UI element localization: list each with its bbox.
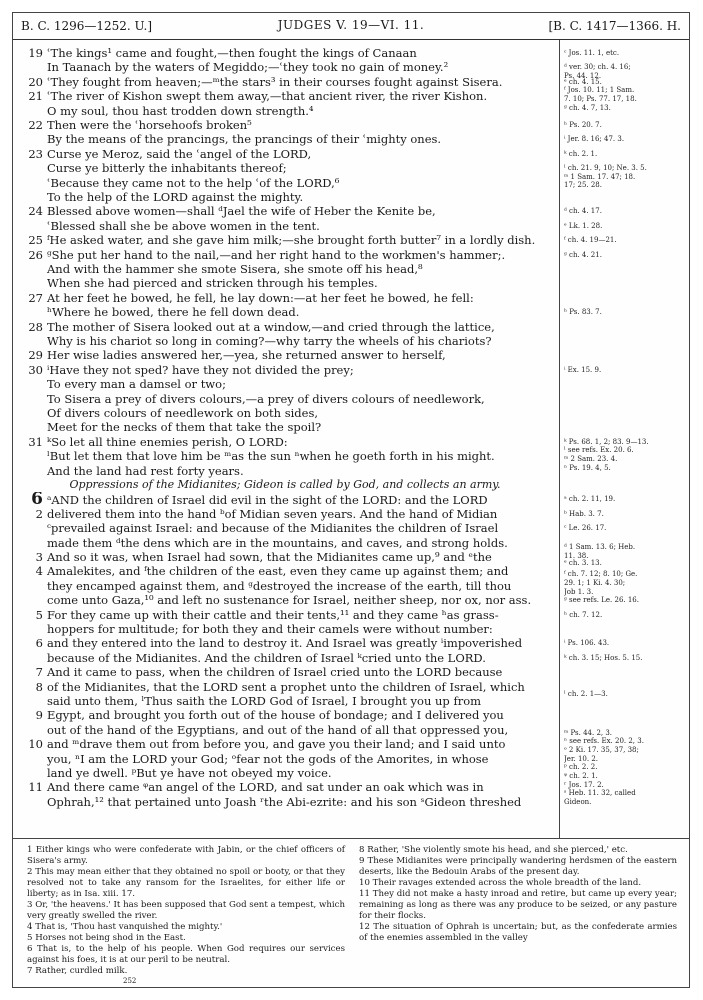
margin-reference: ᵇ Hab. 3. 7. bbox=[564, 509, 604, 518]
verse-line bbox=[17, 377, 553, 391]
margin-reference: ⁿ Ps. 19. 4, 5. bbox=[564, 463, 611, 472]
verse-text: ʿBecause they came not to the help ʿof the LORD,⁶ bbox=[47, 175, 340, 190]
verse-text: By the means of the prancings, the prancings of their ʿmighty ones. bbox=[47, 132, 442, 147]
verse-number: 24 bbox=[28, 204, 43, 219]
verse-line bbox=[17, 507, 553, 521]
margin-reference: ᶜ Le. 26. 17. bbox=[564, 524, 607, 533]
footnotes-left-column bbox=[27, 845, 345, 977]
verse-text: they encamped against them, and ᵍdestroyed the increase of the earth, till thou bbox=[47, 578, 512, 593]
verse-number: 5 bbox=[35, 607, 43, 622]
verse-number: 7 bbox=[35, 665, 43, 680]
verse-text: And with the hammer she smote Sisera, she smote off his head,⁸ bbox=[47, 262, 423, 276]
margin-reference: ᵖ ch. 2. 2. bbox=[564, 763, 598, 772]
header-right-date: [B. C. 1417—1366. H. bbox=[548, 19, 681, 33]
verse-line bbox=[17, 795, 553, 809]
margin-reference: ᶠ ch. 7. 12; 8. 10; Ge. bbox=[564, 570, 638, 579]
verse-line bbox=[17, 723, 553, 737]
verse-number: 30 bbox=[28, 362, 43, 377]
section-heading bbox=[17, 478, 553, 492]
verse-text: And the land had rest forty years. bbox=[47, 463, 244, 478]
verse-line bbox=[17, 708, 553, 722]
verse-number: 26 bbox=[28, 247, 43, 262]
verse-line bbox=[17, 766, 553, 780]
verse-text: come unto Gaza,¹⁰ and left no sustenance for Israel, neither sheep, nor ox, nor ass. bbox=[47, 593, 532, 608]
verse-text: ʰWhere he bowed, there he fell down dead. bbox=[47, 305, 300, 320]
verse-text: Curse ye bitterly the inhabitants thereof; bbox=[47, 161, 287, 176]
margin-reference: ᵏ ch. 2. 1. bbox=[564, 149, 598, 158]
verse-number: 31 bbox=[28, 434, 43, 449]
verse-line bbox=[17, 248, 553, 262]
footnotes-right-column bbox=[359, 845, 677, 944]
verse-line bbox=[17, 622, 553, 636]
verse-line bbox=[17, 521, 553, 535]
verse-number: 9 bbox=[35, 708, 43, 723]
margin-reference: 29. 1; 1 Ki. 4. 30; bbox=[564, 578, 626, 587]
verse-number: 20 bbox=[28, 74, 43, 89]
verse-text: For they came up with their cattle and their tents,¹¹ and they came ʰas grass- bbox=[47, 607, 499, 622]
verse-line bbox=[17, 305, 553, 319]
verse-text: At her feet he bowed, he fell, he lay down:—at her feet he bowed, he fell: bbox=[47, 290, 474, 305]
margin-reference: ˡ see refs. Ex. 20. 6. bbox=[564, 446, 634, 455]
verse-line bbox=[17, 665, 553, 679]
verse-line bbox=[17, 406, 553, 420]
verse-text: The mother of Sisera looked out at a window,—and cried through the lattice, bbox=[47, 319, 495, 334]
verse-line bbox=[17, 651, 553, 665]
footnote: 8 Rather, 'She violently smote his head, and she pierced,' etc. bbox=[359, 845, 628, 855]
verse-text: ᶜprevailed against Israel: and because of the Midianites the children of Israel bbox=[47, 521, 499, 536]
verse-text: To Sisera a prey of divers colours,—a prey of divers colours of needlework, bbox=[47, 391, 485, 406]
verse-number: 6 bbox=[35, 636, 43, 651]
verse-line bbox=[17, 492, 553, 507]
verse-line bbox=[17, 291, 553, 305]
verse-line bbox=[17, 320, 553, 334]
verse-number: 10 bbox=[28, 737, 43, 752]
verse-line bbox=[17, 276, 553, 290]
verse-text: And it came to pass, when the children of Israel cried unto the LORD because bbox=[47, 665, 503, 680]
verse-text: ᵍShe put her hand to the nail,—and her right hand to the workmen's hammer;. bbox=[47, 247, 506, 262]
margin-reference: ᵍ ch. 4. 7, 13. bbox=[564, 103, 611, 112]
verse-text: When she had pierced and stricken through his temples. bbox=[47, 276, 378, 291]
margin-reference: ᵠ ch. 2. 1. bbox=[564, 771, 598, 780]
verse-line bbox=[17, 190, 553, 204]
verse-number: 8 bbox=[35, 679, 43, 694]
header-left-date: B. C. 1296—1252. U.] bbox=[21, 19, 153, 33]
verse-text: Curse ye Meroz, said the ʿangel of the LORD, bbox=[47, 146, 312, 161]
verse-text: because of the Midianites. And the children of Israel ᵏcried unto the LORD. bbox=[47, 650, 486, 665]
verse-number: 21 bbox=[28, 89, 43, 104]
verse-line bbox=[17, 550, 553, 564]
margin-reference: ⁱ Jer. 8. 16; 47. 3. bbox=[564, 135, 625, 144]
verse-line bbox=[17, 435, 553, 449]
verse-line bbox=[17, 680, 553, 694]
verse-line bbox=[17, 89, 553, 103]
verse-line bbox=[17, 46, 553, 60]
verse-line bbox=[17, 147, 553, 161]
verse-text: you, ⁿI am the LORD your God; ᵒfear not the gods of the Amorites, in whose bbox=[47, 751, 489, 766]
verse-text: and ᵐdrave them out from before you, and gave you their land; and I said unto bbox=[47, 737, 506, 752]
margin-reference: ᵉ ch. 3. 13. bbox=[564, 558, 602, 567]
margin-reference: ʳ Jos. 17. 2. bbox=[564, 780, 604, 789]
verse-number: 25 bbox=[28, 233, 43, 248]
verse-line bbox=[17, 161, 553, 175]
footnote: 2 This may mean either that they obtained no spoil or booty, or that they resolved not to take any ransom for the Israelites, for either life or liberty; as in Isa. xiii. 17. bbox=[27, 867, 345, 899]
verse-line bbox=[17, 536, 553, 550]
margin-reference: ʰ Ps. 20. 7. bbox=[564, 121, 602, 129]
verse-text: land ye dwell. ᵖBut ye have not obeyed my voice. bbox=[47, 766, 332, 780]
verse-line bbox=[17, 219, 553, 233]
verse-number: 28 bbox=[28, 319, 43, 334]
verse-line bbox=[17, 579, 553, 593]
verse-number: 3 bbox=[35, 550, 43, 564]
margin-reference: ⁱ Ps. 106. 43. bbox=[564, 639, 610, 648]
verse-line bbox=[17, 363, 553, 377]
verse-line bbox=[17, 176, 553, 190]
margin-reference: Jer. 10. 2. bbox=[564, 754, 599, 763]
verse-line bbox=[17, 608, 553, 622]
verse-line bbox=[17, 752, 553, 766]
margin-reference: ᵈ ver. 30; ch. 4. 16; bbox=[564, 63, 631, 72]
footnote: 6 That is, to the help of his people. When God requires our services against his foes, it is at our peril to be neutral. bbox=[27, 944, 345, 965]
verse-line bbox=[17, 420, 553, 434]
margin-reference: ⁱ Ex. 15. 9. bbox=[564, 365, 602, 374]
verse-text: ʿBlessed shall she be above women in the tent. bbox=[47, 218, 320, 233]
margin-reference: ᶠ Jos. 10. 11; 1 Sam. bbox=[564, 86, 635, 95]
verse-text: Amalekites, and ᶠthe children of the east, even they came up against them; and bbox=[47, 564, 509, 579]
verse-text: ʿThe river of Kishon swept them away,—that ancient river, the river Kishon. bbox=[47, 89, 488, 104]
margin-reference: ⁿ see refs. Ex. 20. 2, 3. bbox=[564, 737, 644, 746]
verse-text: out of the hand of the Egyptians, and out of the hand of all that oppressed you, bbox=[47, 722, 509, 737]
verse-text: hoppers for multitude; for both they and their camels were without number: bbox=[47, 622, 493, 636]
footnote: 1 Either kings who were confederate with Jabin, or the chief officers of Sisera's army. bbox=[27, 845, 345, 866]
margin-reference: 11. 38. bbox=[564, 551, 589, 560]
verse-text: Why is his chariot so long in coming?—why tarry the wheels of his chariots? bbox=[47, 334, 492, 348]
verse-text: Egypt, and brought you forth out of the house of bondage; and I delivered you bbox=[47, 708, 504, 723]
margin-reference: ᵈ 1 Sam. 13. 6; Heb. bbox=[564, 542, 636, 551]
scripture-text bbox=[13, 40, 560, 838]
margin-reference: Gideon. bbox=[564, 797, 592, 806]
verse-line bbox=[17, 60, 553, 74]
margin-reference: ʰ ch. 7. 12. bbox=[564, 610, 603, 619]
verse-text: ᵏSo let all thine enemies perish, O LORD: bbox=[47, 434, 288, 449]
verse-text: Of divers colours of needlework on both sides, bbox=[47, 406, 319, 420]
footnote: 3 Or, 'the heavens.' It has been supposed that God sent a tempest, which very greatly swelled the river. bbox=[27, 900, 345, 921]
verse-text: Oppressions of the Midianites; Gideon is called by God, and collects an army. bbox=[69, 478, 501, 491]
verse-text: ⁱHave they not sped? have they not divided the prey; bbox=[47, 362, 354, 377]
margin-reference: ᵒ 2 Ki. 17. 35, 37, 38; bbox=[564, 745, 639, 754]
verse-number: 22 bbox=[28, 118, 43, 132]
margin-reference: ᵐ 1 Sam. 17. 47; 18. bbox=[564, 172, 636, 181]
verse-line bbox=[17, 233, 553, 247]
verse-text: made them ᵈthe dens which are in the mountains, and caves, and strong holds. bbox=[47, 535, 508, 550]
margin-reference: ᵏ ch. 3. 15; Hos. 5. 15. bbox=[564, 653, 643, 662]
margin-reference: ˡ ch. 21. 9, 10; Ne. 3. 5. bbox=[564, 164, 647, 173]
verse-text: In Taanach by the waters of Megiddo;—ʿthey took no gain of money.² bbox=[47, 60, 449, 75]
footnote: 9 These Midianites were principally wandering herdsmen of the eastern deserts, like the Bedouin Arabs of the present day. bbox=[359, 856, 677, 877]
verse-number: 11 bbox=[28, 780, 43, 795]
verse-line bbox=[17, 449, 553, 463]
verse-line bbox=[17, 204, 553, 218]
margin-reference: 7. 10; Ps. 77. 17, 18. bbox=[564, 95, 637, 104]
verse-text: of the Midianites, that the LORD sent a prophet unto the children of Israel, which bbox=[47, 679, 525, 694]
verse-text: said unto them, ˡThus saith the LORD God of Israel, I brought you up from bbox=[47, 694, 482, 708]
verse-text: To every man a damsel or two; bbox=[47, 377, 226, 392]
verse-line bbox=[17, 464, 553, 478]
verse-line bbox=[17, 132, 553, 146]
verse-line bbox=[17, 118, 553, 132]
verse-number: 23 bbox=[28, 146, 43, 161]
verse-number: 4 bbox=[35, 564, 43, 579]
verse-text: and they entered into the land to destroy it. And Israel was greatly ⁱimpoverished bbox=[47, 636, 523, 651]
verse-line bbox=[17, 636, 553, 650]
footnote: 11 They did not make a hasty inroad and retire, but came up every year; remaining as long as there was any produce to be seized, or any pasture for their flocks. bbox=[359, 889, 677, 921]
margin-reference: ᵉ Lk. 1. 28. bbox=[564, 221, 603, 230]
footnote: 10 Their ravages extended across the whole breadth of the land. bbox=[359, 878, 642, 888]
margin-reference: ᵐ 2 Sam. 23. 4. bbox=[564, 455, 618, 464]
running-header bbox=[13, 13, 689, 40]
margin-reference: ᵍ see refs. Le. 26. 16. bbox=[564, 596, 639, 605]
verse-line bbox=[17, 348, 553, 362]
footnote: 12 The situation of Ophrah is uncertain; but, as the confederate armies of the enemies assembled in the valley bbox=[359, 922, 677, 943]
margin-reference: ᵉ ch. 4. 15. bbox=[564, 77, 602, 86]
margin-reference: ᶜ Jos. 11. 1, etc. bbox=[564, 49, 620, 57]
margin-reference: Job 1. 3. bbox=[564, 587, 594, 596]
chapter-number: 6 bbox=[31, 492, 43, 508]
footnotes bbox=[13, 838, 689, 987]
verse-text: ᵃAND the children of Israel did evil in the sight of the LORD: and the LORD bbox=[47, 493, 488, 508]
verse-text: And so it was, when Israel had sown, that the Midianites came up,⁹ and ᵉthe bbox=[47, 550, 492, 564]
verse-text: O my soul, thou hast trodden down strength.⁴ bbox=[47, 103, 314, 118]
verse-text: Ophrah,¹² that pertained unto Joash ʳthe Abi-ezrite: and his son ˢGideon threshed bbox=[47, 794, 522, 809]
verse-text: ʿThe kings¹ came and fought,—then fought the kings of Canaan bbox=[47, 46, 417, 60]
bible-page bbox=[12, 12, 690, 988]
verse-text: Then were the ʿhorsehoofs broken⁵ bbox=[47, 118, 252, 132]
margin-reference: 17; 25. 28. bbox=[564, 181, 602, 190]
margin-reference: ᵈ ch. 4. 17. bbox=[564, 207, 602, 216]
verse-line bbox=[17, 564, 553, 578]
margin-reference: Ps. 44. 12. bbox=[564, 72, 602, 81]
verse-text: To the help of the LORD against the mighty. bbox=[47, 190, 304, 204]
verse-text: Meet for the necks of them that take the spoil? bbox=[47, 420, 322, 435]
verse-line bbox=[17, 737, 553, 751]
verse-text: ʿThey fought from heaven;—ᵐthe stars³ in their courses fought against Sisera. bbox=[47, 74, 503, 89]
margin-reference: ᵏ Ps. 68. 1, 2; 83. 9—13. bbox=[564, 437, 649, 446]
marginal-references bbox=[560, 40, 689, 838]
margin-reference: ᵐ Ps. 44. 2, 3. bbox=[564, 728, 613, 737]
verse-line bbox=[17, 262, 553, 276]
margin-reference: ᶠ ch. 4. 19—21. bbox=[564, 236, 617, 245]
verse-number: 29 bbox=[28, 348, 43, 363]
verse-line bbox=[17, 780, 553, 794]
verse-text: ᶠHe asked water, and she gave him milk;—she brought forth butter⁷ in a lordly dish. bbox=[47, 233, 536, 248]
page-number: 252 bbox=[123, 977, 137, 985]
verse-line bbox=[17, 694, 553, 708]
footnote: 5 Horses not being shod in the East. bbox=[27, 933, 186, 943]
verse-line bbox=[17, 75, 553, 89]
verse-line bbox=[17, 334, 553, 348]
verse-number: 27 bbox=[28, 290, 43, 305]
verse-line bbox=[17, 593, 553, 607]
verse-text: And there came ᵠan angel of the LORD, and sat under an oak which was in bbox=[47, 780, 484, 795]
margin-reference: ᵍ ch. 4. 21. bbox=[564, 250, 602, 259]
footnote: 7 Rather, curdled milk. bbox=[27, 966, 128, 976]
verse-text: delivered them into the hand ᵇof Midian seven years. And the hand of Midian bbox=[47, 506, 498, 521]
verse-text: Blessed above women—shall ᵈJael the wife of Heber the Kenite be, bbox=[47, 204, 436, 219]
verse-line bbox=[17, 392, 553, 406]
verse-text: Her wise ladies answered her,—yea, she returned answer to herself, bbox=[47, 348, 446, 363]
margin-reference: ˡ ch. 2. 1—3. bbox=[564, 689, 608, 698]
verse-number: 2 bbox=[35, 506, 43, 521]
margin-reference: ʰ Ps. 83. 7. bbox=[564, 308, 602, 317]
verse-number: 19 bbox=[28, 46, 43, 60]
footnote: 4 That is, 'Thou hast vanquished the mighty.' bbox=[27, 922, 223, 932]
header-title: JUDGES V. 19—VI. 11. bbox=[277, 18, 425, 32]
margin-reference: ˢ Heb. 11. 32, called bbox=[564, 789, 636, 798]
verse-text: ˡBut let them that love him be ᵐas the sun ⁿwhen he goeth forth in his might. bbox=[47, 449, 495, 464]
verse-line bbox=[17, 104, 553, 118]
margin-reference: ᵃ ch. 2. 11, 19. bbox=[564, 495, 616, 504]
